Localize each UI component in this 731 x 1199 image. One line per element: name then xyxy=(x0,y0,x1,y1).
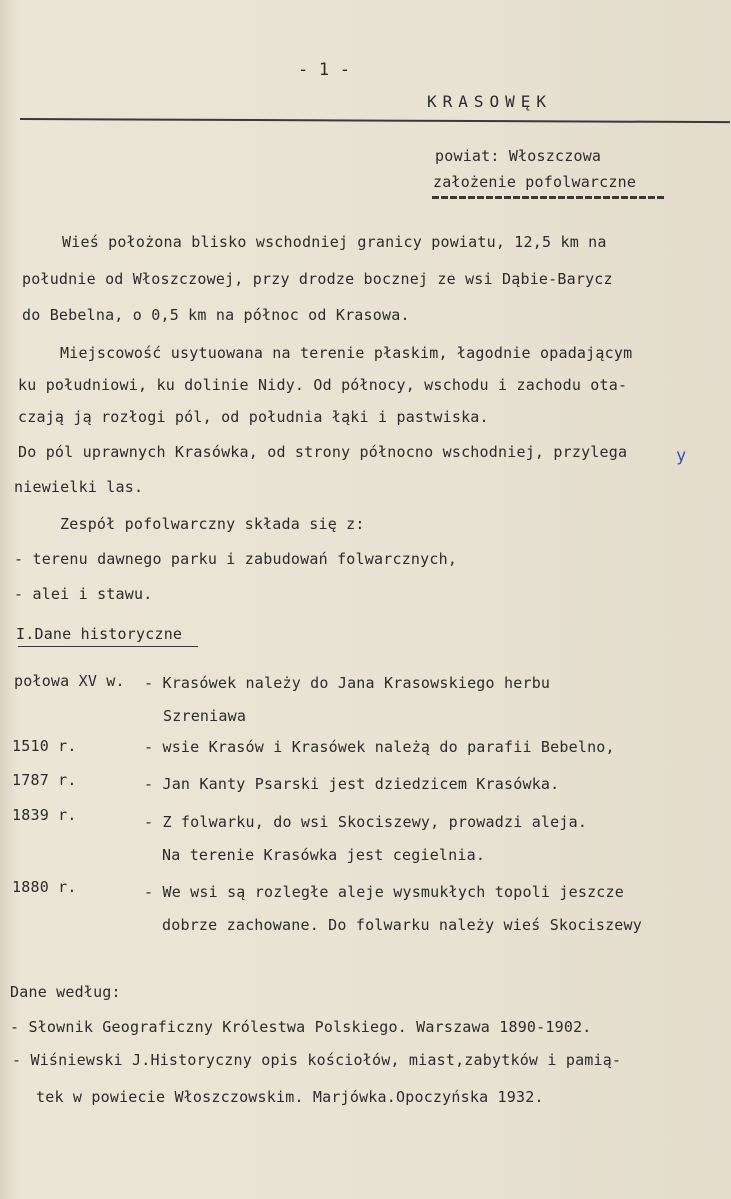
paragraph-line: Miejscowość usytuowana na terenie płaskim, łagodnie opadającym xyxy=(60,344,633,362)
history-date: 1880 r. xyxy=(12,878,77,896)
meta-underline xyxy=(432,196,664,199)
header-rule xyxy=(20,118,730,123)
handwritten-correction: y xyxy=(676,446,687,466)
meta-powiat: powiat: Włoszczowa xyxy=(435,147,602,165)
history-text: dobrze zachowane. Do folwarku należy wieś Skociszewy xyxy=(162,916,642,934)
source-item: - Wiśniewski J.Historyczny opis kościołów, miast,zabytków i pamią- xyxy=(12,1051,622,1069)
source-item: - Słownik Geograficzny Królestwa Polskiego. Warszawa 1890-1902. xyxy=(10,1018,592,1036)
history-text: - Jan Kanty Psarski jest dziedzicem Krasówka. xyxy=(144,775,560,793)
page-number: - 1 - xyxy=(298,60,351,80)
history-text: - We wsi są rozległe aleje wysmukłych topoli jeszcze xyxy=(144,883,624,901)
section-heading-underline xyxy=(18,646,198,647)
paragraph-line: południe od Włoszczowej, przy drodze bocznej ze wsi Dąbie-Barycz xyxy=(22,270,613,288)
history-date: 1839 r. xyxy=(12,806,77,824)
meta-zalozenie: założenie pofolwarczne xyxy=(433,173,637,191)
history-text: - wsie Krasów i Krasówek należą do parafii Bebelno, xyxy=(144,738,615,756)
history-text: - Z folwarku, do wsi Skociszewy, prowadzi aleja. xyxy=(144,813,588,831)
paragraph-line: Do pól uprawnych Krasówka, od strony północno wschodniej, przylega xyxy=(18,443,628,461)
list-item: - terenu dawnego parku i zabudowań folwarcznych, xyxy=(14,550,458,568)
history-date: 1510 r. xyxy=(12,737,77,755)
paragraph-line: ku południowi, ku dolinie Nidy. Od północy, wschodu i zachodu ota- xyxy=(18,376,628,394)
history-text: Na terenie Krasówka jest cegielnia. xyxy=(162,846,486,864)
history-date: połowa XV w. xyxy=(14,672,125,690)
paragraph-line: Zespół pofolwarczny składa się z: xyxy=(60,515,365,533)
paragraph-line: Wieś położona blisko wschodniej granicy powiatu, 12,5 km na xyxy=(62,233,607,251)
list-item: - alei i stawu. xyxy=(14,585,153,603)
history-text: Szreniawa xyxy=(163,707,247,725)
sources-heading: Dane według: xyxy=(10,983,121,1001)
document-title: KRASOWĘK xyxy=(427,92,553,111)
history-text: - Krasówek należy do Jana Krasowskiego herbu xyxy=(144,674,551,692)
paragraph-line: do Bebelna, o 0,5 km na północ od Krasowa. xyxy=(22,306,410,324)
section-heading: I.Dane historyczne xyxy=(16,625,183,643)
history-date: 1787 r. xyxy=(12,771,77,789)
source-item: tek w powiecie Włoszczowskim. Marjówka.Opoczyńska 1932. xyxy=(36,1088,544,1106)
paragraph-line: niewielki las. xyxy=(14,478,144,496)
paragraph-line: czają ją rozłogi pól, od południa łąki i pastwiska. xyxy=(18,408,489,426)
